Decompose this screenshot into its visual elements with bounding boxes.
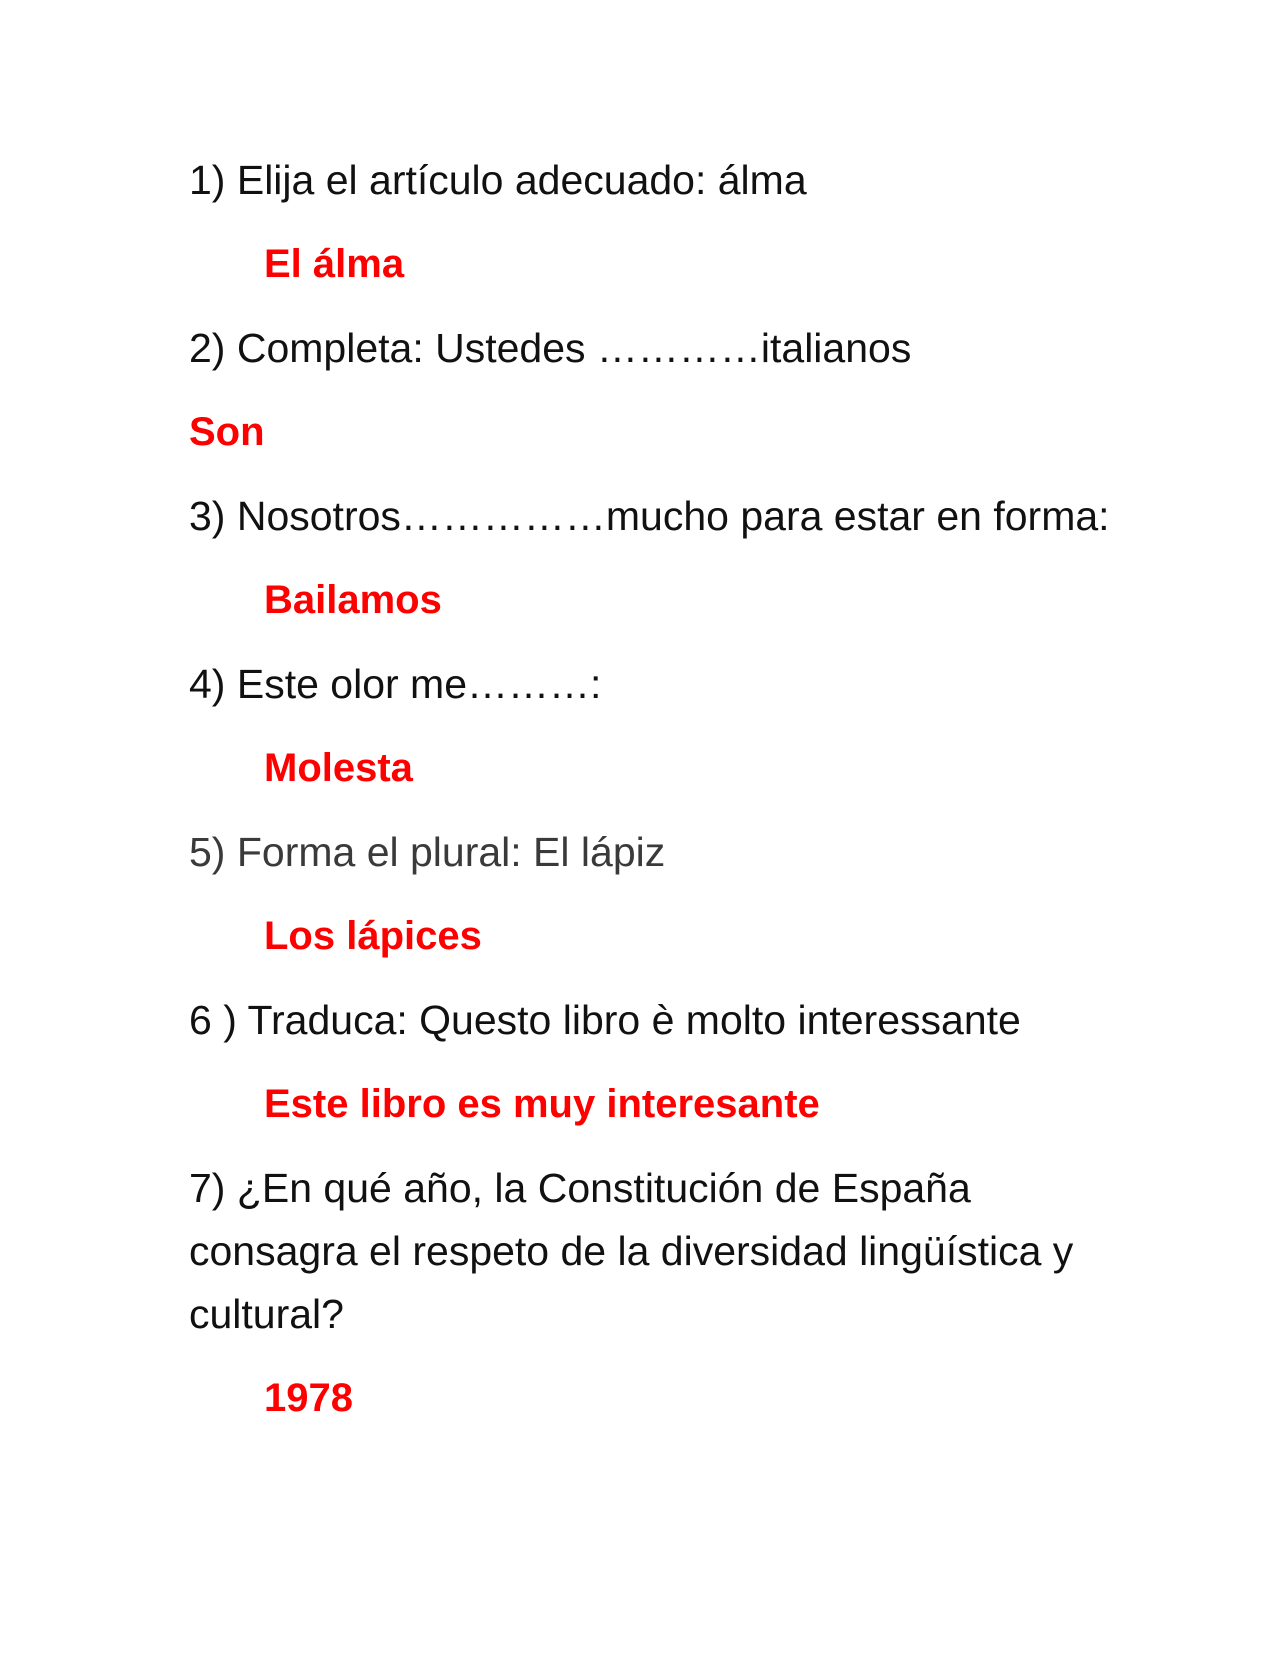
question-7-line-2: consagra el respeto de la diversidad lingüística y xyxy=(189,1228,1074,1274)
question-1: 1) Elija el artículo adecuado: álma xyxy=(189,157,807,203)
question-3: 3) Nosotros……………mucho para estar en forma: xyxy=(189,493,1110,539)
answer-3: Bailamos xyxy=(264,578,442,622)
answer-5: Los lápices xyxy=(264,914,482,958)
question-5: 5) Forma el plural: El lápiz xyxy=(189,829,666,875)
answer-1: El álma xyxy=(264,242,405,286)
question-6: 6 ) Traduca: Questo libro è molto interessante xyxy=(189,997,1021,1043)
answer-6: Este libro es muy interesante xyxy=(264,1082,820,1126)
question-4: 4) Este olor me………: xyxy=(189,661,602,707)
question-7-line-1: 7) ¿En qué año, la Constitución de España xyxy=(189,1165,971,1211)
question-2: 2) Completa: Ustedes …………italianos xyxy=(189,325,912,371)
answer-2: Son xyxy=(189,410,265,454)
answer-4: Molesta xyxy=(264,746,413,790)
question-7-line-3: cultural? xyxy=(189,1291,344,1337)
answer-7: 1978 xyxy=(264,1376,353,1420)
